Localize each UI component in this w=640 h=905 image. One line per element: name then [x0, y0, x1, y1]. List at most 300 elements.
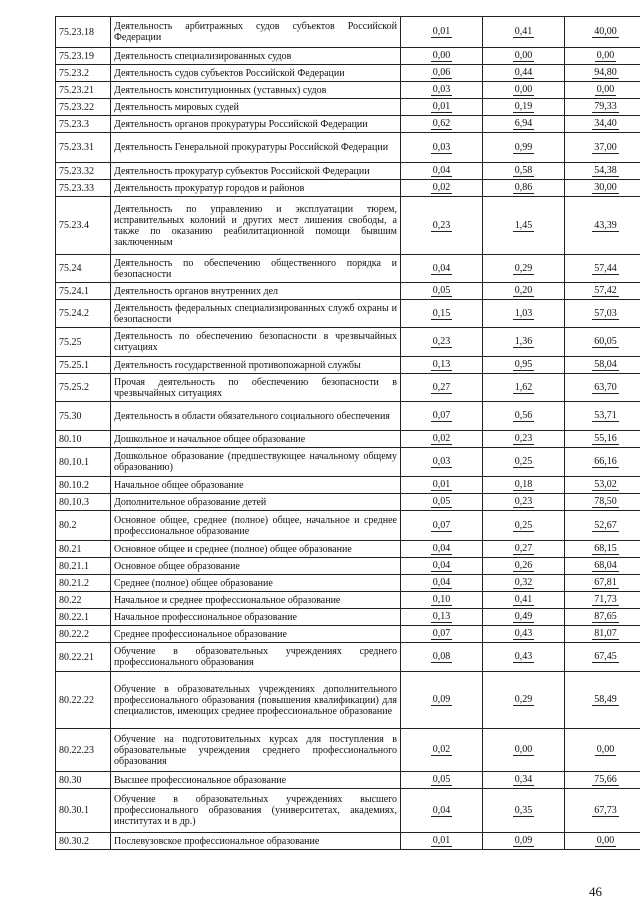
value-col-2-cell: [483, 729, 565, 772]
value-col-3-cell: [565, 133, 640, 163]
value-col-3-cell: [565, 283, 640, 300]
activity-description: Основное общее, среднее (полное) общее, начальное и среднее профессиональное образование: [111, 511, 401, 541]
value-col-1-cell: [401, 729, 483, 772]
value-col-1: 0,04: [432, 543, 451, 554]
value-col-2: 1,45: [514, 219, 533, 231]
activity-description: Начальное профессиональное образование: [111, 609, 401, 626]
activity-description: Обучение в образовательных учреждениях дополнительного профессионального образования (повышения квалификации) для специалистов, имеющих среднее профессиональное образование: [111, 672, 401, 729]
value-col-2-cell: [483, 541, 565, 558]
value-col-1-cell: [401, 283, 483, 300]
value-col-2: 0,00: [514, 50, 533, 61]
activity-description: Деятельность прокуратур субъектов Российской Федерации: [111, 163, 401, 180]
value-col-1-cell: [401, 643, 483, 672]
value-col-3-cell: [565, 789, 640, 833]
value-col-3-cell: [565, 729, 640, 772]
value-col-2: 0,34: [514, 774, 533, 785]
value-col-2: 0,27: [514, 543, 533, 554]
activity-code: 75.23.2: [56, 65, 111, 82]
activity-description: Среднее (полное) общее образование: [111, 575, 401, 592]
activity-description: Деятельность государственной противопожарной службы: [111, 357, 401, 374]
table-row: [56, 48, 640, 65]
value-col-3: 55,16: [594, 433, 617, 444]
table-row: [56, 328, 640, 357]
activity-code: 75.23.22: [56, 99, 111, 116]
value-col-3-cell: [565, 592, 640, 609]
value-col-3-cell: [565, 328, 640, 357]
value-col-1-cell: [401, 609, 483, 626]
table-row: [56, 163, 640, 180]
value-col-1: 0,62: [432, 118, 451, 129]
activity-code: 75.24.2: [56, 300, 111, 328]
value-col-3-cell: [565, 163, 640, 180]
value-col-2-cell: [483, 789, 565, 833]
value-col-2: 0,44: [514, 67, 533, 78]
value-col-1: 0,01: [432, 26, 451, 37]
value-col-3-cell: [565, 541, 640, 558]
value-col-2-cell: [483, 82, 565, 99]
value-col-3-cell: [565, 772, 640, 789]
value-col-3: 81,07: [594, 628, 617, 639]
value-col-2: 1,03: [514, 307, 533, 319]
value-col-2-cell: [483, 626, 565, 643]
value-col-2-cell: [483, 328, 565, 357]
activity-description: Начальное и среднее профессиональное образование: [111, 592, 401, 609]
value-col-2: 1,62: [514, 381, 533, 393]
value-col-2: 0,26: [514, 560, 533, 571]
activity-code: 75.25: [56, 328, 111, 357]
activity-code: 75.24: [56, 255, 111, 283]
value-col-1: 0,03: [432, 141, 451, 153]
table-row: [56, 116, 640, 133]
value-col-1-cell: [401, 448, 483, 477]
value-col-3: 57,03: [594, 307, 617, 319]
value-col-1: 0,05: [432, 285, 451, 296]
activity-code: 75.23.21: [56, 82, 111, 99]
value-col-3: 0,00: [596, 50, 615, 61]
activity-code: 75.23.33: [56, 180, 111, 197]
value-col-3-cell: [565, 99, 640, 116]
value-col-1: 0,23: [432, 219, 451, 231]
value-col-2-cell: [483, 357, 565, 374]
value-col-1-cell: [401, 494, 483, 511]
value-col-1: 0,13: [432, 611, 451, 622]
activity-code: 80.21.2: [56, 575, 111, 592]
activity-description: Среднее профессиональное образование: [111, 626, 401, 643]
value-col-3: 57,44: [594, 262, 617, 274]
value-col-2-cell: [483, 65, 565, 82]
value-col-3-cell: [565, 82, 640, 99]
value-col-2-cell: [483, 592, 565, 609]
value-col-1: 0,00: [432, 50, 451, 61]
value-col-2: 0,23: [514, 496, 533, 507]
activity-description: Деятельность федеральных специализированных служб охраны и безопасности: [111, 300, 401, 328]
activity-code: 75.25.2: [56, 374, 111, 402]
value-col-2-cell: [483, 283, 565, 300]
activity-description: Деятельность органов внутренних дел: [111, 283, 401, 300]
table-row: [56, 494, 640, 511]
activity-description: Основное общее и среднее (полное) общее образование: [111, 541, 401, 558]
value-col-3: 67,73: [594, 804, 617, 816]
value-col-1: 0,06: [432, 67, 451, 78]
activity-code: 80.2: [56, 511, 111, 541]
table-row: [56, 789, 640, 833]
value-col-1-cell: [401, 558, 483, 575]
value-col-2: 0,99: [514, 141, 533, 153]
value-col-2-cell: [483, 575, 565, 592]
value-col-3: 78,50: [594, 496, 617, 507]
value-col-2-cell: [483, 300, 565, 328]
value-col-1-cell: [401, 99, 483, 116]
value-col-1-cell: [401, 163, 483, 180]
value-col-3: 0,00: [596, 835, 615, 846]
activity-code: 75.23.31: [56, 133, 111, 163]
value-col-3-cell: [565, 626, 640, 643]
value-col-1: 0,02: [432, 433, 451, 444]
value-col-1: 0,01: [432, 101, 451, 112]
value-col-3-cell: [565, 643, 640, 672]
activity-description: Деятельность органов прокуратуры Российской Федерации: [111, 116, 401, 133]
value-col-3: 68,15: [594, 543, 617, 554]
value-col-1-cell: [401, 133, 483, 163]
value-col-1-cell: [401, 789, 483, 833]
value-col-2: 0,19: [514, 101, 533, 112]
table-row: [56, 541, 640, 558]
activity-code: 80.10.2: [56, 477, 111, 494]
activity-description: Дошкольное и начальное общее образование: [111, 431, 401, 448]
value-col-2-cell: [483, 477, 565, 494]
value-col-3-cell: [565, 494, 640, 511]
value-col-2: 0,32: [514, 577, 533, 588]
value-col-3-cell: [565, 180, 640, 197]
value-col-3-cell: [565, 116, 640, 133]
value-col-3: 0,00: [596, 84, 615, 95]
value-col-2-cell: [483, 374, 565, 402]
value-col-1: 0,02: [432, 744, 451, 755]
value-col-3: 37,00: [594, 141, 617, 153]
value-col-2: 0,23: [514, 433, 533, 444]
value-col-1: 0,07: [432, 628, 451, 639]
table-row: [56, 431, 640, 448]
value-col-3: 53,71: [594, 410, 617, 421]
activity-code: 75.24.1: [56, 283, 111, 300]
activity-code: 75.23.18: [56, 17, 111, 48]
table-row: [56, 643, 640, 672]
table-row: [56, 558, 640, 575]
value-col-3-cell: [565, 197, 640, 255]
value-col-1-cell: [401, 116, 483, 133]
value-col-1-cell: [401, 48, 483, 65]
activity-code: 80.22.21: [56, 643, 111, 672]
value-col-1: 0,03: [432, 456, 451, 467]
value-col-1-cell: [401, 772, 483, 789]
value-col-1: 0,08: [432, 651, 451, 662]
value-col-2: 0,49: [514, 611, 533, 622]
value-col-1: 0,05: [432, 496, 451, 507]
table-row: [56, 283, 640, 300]
value-col-1-cell: [401, 626, 483, 643]
table-row: [56, 300, 640, 328]
value-col-1-cell: [401, 541, 483, 558]
activity-description: Деятельность прокуратур городов и районов: [111, 180, 401, 197]
value-col-3: 87,65: [594, 611, 617, 622]
value-col-1-cell: [401, 672, 483, 729]
value-col-1-cell: [401, 65, 483, 82]
value-col-3-cell: [565, 48, 640, 65]
value-col-2-cell: [483, 448, 565, 477]
value-col-2-cell: [483, 672, 565, 729]
value-col-1: 0,07: [432, 519, 451, 531]
value-col-2-cell: [483, 180, 565, 197]
value-col-2-cell: [483, 116, 565, 133]
value-col-3-cell: [565, 511, 640, 541]
activity-code: 75.25.1: [56, 357, 111, 374]
value-col-2: 0,29: [514, 262, 533, 274]
activity-description: Дополнительное образование детей: [111, 494, 401, 511]
table-row: [56, 511, 640, 541]
value-col-1-cell: [401, 300, 483, 328]
value-col-1: 0,04: [432, 804, 451, 816]
activity-description: Деятельность по обеспечению общественного порядка и безопасности: [111, 255, 401, 283]
value-col-1: 0,04: [432, 165, 451, 176]
activity-description: Прочая деятельность по обеспечению безопасности в чрезвычайных ситуациях: [111, 374, 401, 402]
value-col-3-cell: [565, 575, 640, 592]
value-col-2-cell: [483, 402, 565, 431]
value-col-2: 0,00: [514, 84, 533, 95]
value-col-2: 0,09: [514, 835, 533, 846]
value-col-3: 67,45: [594, 651, 617, 662]
activity-code: 80.21: [56, 541, 111, 558]
value-col-2: 0,18: [514, 479, 533, 490]
activity-code: 75.23.19: [56, 48, 111, 65]
value-col-3: 34,40: [594, 118, 617, 129]
value-col-3: 43,39: [594, 219, 617, 231]
value-col-2: 0,95: [514, 359, 533, 370]
table-row: [56, 729, 640, 772]
activity-code: 80.30: [56, 772, 111, 789]
value-col-3-cell: [565, 402, 640, 431]
value-col-2: 0,41: [514, 594, 533, 605]
table-row: [56, 357, 640, 374]
value-col-1: 0,04: [432, 262, 451, 274]
value-col-3: 60,05: [594, 336, 617, 347]
activity-code: 80.22.1: [56, 609, 111, 626]
activity-code: 75.30: [56, 402, 111, 431]
activity-table: [55, 16, 640, 850]
table-row: [56, 672, 640, 729]
value-col-3: 66,16: [594, 456, 617, 467]
value-col-3: 58,04: [594, 359, 617, 370]
table-row: [56, 133, 640, 163]
activity-code: 80.10.3: [56, 494, 111, 511]
value-col-1: 0,05: [432, 774, 451, 785]
activity-code: 80.22: [56, 592, 111, 609]
value-col-2-cell: [483, 494, 565, 511]
value-col-1: 0,03: [432, 84, 451, 95]
table-row: [56, 402, 640, 431]
value-col-2-cell: [483, 197, 565, 255]
table-row: [56, 448, 640, 477]
activity-description: Деятельность по управлению и эксплуатации тюрем, исправительных колоний и других мест лишения свободы, а также по оказанию реабилитационной помощи бывшим заключенным: [111, 197, 401, 255]
table-body: [56, 17, 640, 850]
value-col-2-cell: [483, 133, 565, 163]
value-col-3: 63,70: [594, 381, 617, 393]
activity-description: Основное общее образование: [111, 558, 401, 575]
activity-description: Обучение в образовательных учреждениях высшего профессионального образования (университетах, академиях, институтах и в др.): [111, 789, 401, 833]
value-col-1: 0,01: [432, 479, 451, 490]
value-col-3-cell: [565, 255, 640, 283]
value-col-2: 0,20: [514, 285, 533, 296]
value-col-2-cell: [483, 163, 565, 180]
value-col-3: 52,67: [594, 519, 617, 531]
value-col-2-cell: [483, 609, 565, 626]
value-col-2: 1,36: [514, 336, 533, 347]
value-col-1: 0,01: [432, 835, 451, 846]
activity-code: 80.10.1: [56, 448, 111, 477]
value-col-2-cell: [483, 48, 565, 65]
value-col-3: 30,00: [594, 182, 617, 193]
value-col-1-cell: [401, 255, 483, 283]
value-col-3-cell: [565, 65, 640, 82]
table-row: [56, 82, 640, 99]
value-col-3: 53,02: [594, 479, 617, 490]
activity-description: Деятельность по обеспечению безопасности в чрезвычайных ситуациях: [111, 328, 401, 357]
value-col-3-cell: [565, 609, 640, 626]
value-col-3: 54,38: [594, 165, 617, 176]
value-col-3: 68,04: [594, 560, 617, 571]
value-col-3-cell: [565, 833, 640, 850]
page-number: 46: [589, 884, 602, 899]
value-col-2-cell: [483, 558, 565, 575]
value-col-3-cell: [565, 477, 640, 494]
value-col-2: 0,43: [514, 651, 533, 662]
value-col-1-cell: [401, 328, 483, 357]
value-col-1: 0,10: [432, 594, 451, 605]
value-col-2: 0,00: [514, 744, 533, 755]
value-col-2: 0,25: [514, 456, 533, 467]
value-col-3: 79,33: [594, 101, 617, 112]
value-col-1: 0,04: [432, 560, 451, 571]
activity-description: Деятельность в области обязательного социального обеспечения: [111, 402, 401, 431]
value-col-3: 75,66: [594, 774, 617, 785]
value-col-3: 0,00: [596, 744, 615, 755]
value-col-3-cell: [565, 558, 640, 575]
value-col-1-cell: [401, 575, 483, 592]
table-row: [56, 17, 640, 48]
value-col-2: 0,35: [514, 804, 533, 816]
value-col-1-cell: [401, 477, 483, 494]
value-col-3-cell: [565, 17, 640, 48]
value-col-3: 40,00: [594, 26, 617, 37]
value-col-1: 0,04: [432, 577, 451, 588]
value-col-2: 0,41: [514, 26, 533, 37]
value-col-1: 0,27: [432, 381, 451, 393]
activity-code: 80.30.2: [56, 833, 111, 850]
value-col-3-cell: [565, 357, 640, 374]
table-row: [56, 65, 640, 82]
value-col-1-cell: [401, 17, 483, 48]
activity-code: 80.22.23: [56, 729, 111, 772]
value-col-1-cell: [401, 82, 483, 99]
value-col-1-cell: [401, 197, 483, 255]
activity-code: 80.21.1: [56, 558, 111, 575]
value-col-1: 0,07: [432, 410, 451, 421]
table-row: [56, 99, 640, 116]
value-col-3: 57,42: [594, 285, 617, 296]
value-col-3: 67,81: [594, 577, 617, 588]
value-col-1-cell: [401, 402, 483, 431]
value-col-1-cell: [401, 592, 483, 609]
value-col-2-cell: [483, 99, 565, 116]
value-col-2-cell: [483, 255, 565, 283]
table-row: [56, 833, 640, 850]
table-row: [56, 609, 640, 626]
table-row: [56, 592, 640, 609]
value-col-2: 0,25: [514, 519, 533, 531]
value-col-3: 71,73: [594, 594, 617, 605]
value-col-2-cell: [483, 431, 565, 448]
activity-description: Деятельность мировых судей: [111, 99, 401, 116]
value-col-3-cell: [565, 431, 640, 448]
activity-code: 75.23.4: [56, 197, 111, 255]
activity-description: Дошкольное образование (предшествующее начальному общему образованию): [111, 448, 401, 477]
value-col-1: 0,23: [432, 336, 451, 347]
activity-description: Деятельность конституционных (уставных) судов: [111, 82, 401, 99]
value-col-3-cell: [565, 374, 640, 402]
activity-description: Начальное общее образование: [111, 477, 401, 494]
value-col-3: 94,80: [594, 67, 617, 78]
activity-description: Обучение на подготовительных курсах для поступления в образовательные учреждения среднего профессионального образования: [111, 729, 401, 772]
activity-code: 80.22.2: [56, 626, 111, 643]
table-row: [56, 180, 640, 197]
value-col-2: 6,94: [514, 118, 533, 129]
table-row: [56, 575, 640, 592]
activity-code: 75.23.32: [56, 163, 111, 180]
value-col-1-cell: [401, 431, 483, 448]
value-col-3-cell: [565, 300, 640, 328]
table-row: [56, 626, 640, 643]
value-col-3: 58,49: [594, 694, 617, 705]
activity-description: Высшее профессиональное образование: [111, 772, 401, 789]
table-row: [56, 255, 640, 283]
value-col-2: 0,86: [514, 182, 533, 193]
value-col-2: 0,56: [514, 410, 533, 421]
table-row: [56, 374, 640, 402]
table-row: [56, 197, 640, 255]
activity-description: Деятельность специализированных судов: [111, 48, 401, 65]
value-col-2-cell: [483, 17, 565, 48]
activity-code: 80.10: [56, 431, 111, 448]
activity-description: Деятельность арбитражных судов субъектов Российской Федерации: [111, 17, 401, 48]
table-row: [56, 477, 640, 494]
value-col-1-cell: [401, 833, 483, 850]
value-col-3-cell: [565, 672, 640, 729]
value-col-1-cell: [401, 511, 483, 541]
value-col-2: 0,29: [514, 694, 533, 705]
value-col-1: 0,13: [432, 359, 451, 370]
table-row: [56, 772, 640, 789]
value-col-1-cell: [401, 180, 483, 197]
activity-code: 75.23.3: [56, 116, 111, 133]
value-col-2: 0,58: [514, 165, 533, 176]
activity-description: Обучение в образовательных учреждениях среднего профессионального образования: [111, 643, 401, 672]
activity-description: Деятельность судов субъектов Российской Федерации: [111, 65, 401, 82]
value-col-2: 0,43: [514, 628, 533, 639]
value-col-1-cell: [401, 374, 483, 402]
activity-description: Послевузовское профессиональное образование: [111, 833, 401, 850]
activity-code: 80.22.22: [56, 672, 111, 729]
value-col-2-cell: [483, 643, 565, 672]
value-col-2-cell: [483, 511, 565, 541]
